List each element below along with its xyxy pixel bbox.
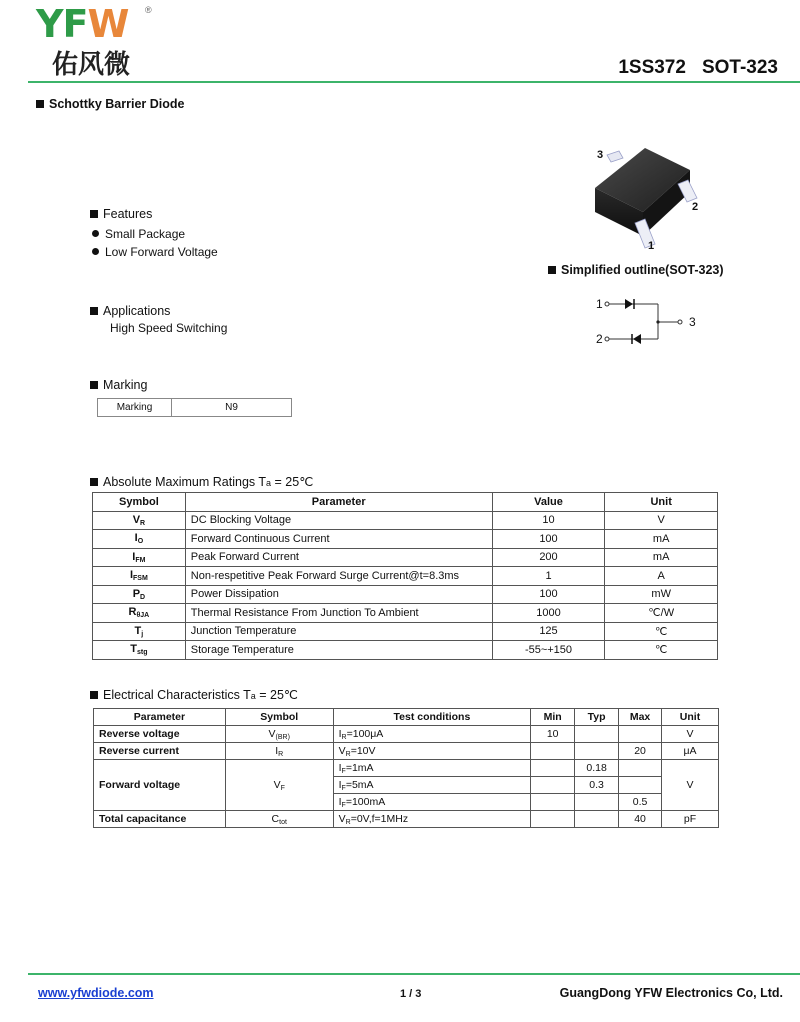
symbol-text: V — [268, 727, 276, 740]
symbol-cell — [93, 585, 186, 604]
column-header: Test conditions — [333, 709, 531, 726]
unit-cell: V — [662, 760, 719, 811]
column-header: Value — [492, 493, 605, 512]
parameter-cell: Storage Temperature — [185, 641, 492, 660]
diode-1-icon — [625, 299, 633, 309]
min-cell — [531, 743, 575, 760]
table-header-row — [93, 493, 718, 512]
symbol-subscript: θJA — [136, 612, 150, 620]
parameter-cell: DC Blocking Voltage — [185, 511, 492, 530]
table-row — [93, 622, 718, 641]
max-cell — [619, 760, 662, 777]
symbol-text: I — [132, 550, 136, 563]
abs-max-table — [92, 492, 718, 660]
parameter-cell: Total capacitance — [94, 811, 226, 828]
condition-rest: =100mA — [345, 795, 386, 808]
schematic-pin-1: 1 — [596, 297, 603, 311]
unit-cell: V — [662, 726, 719, 743]
header-rule — [28, 81, 800, 83]
max-cell: 0.5 — [619, 794, 662, 811]
symbol-cell — [93, 567, 186, 586]
unit-cell: μA — [662, 743, 719, 760]
symbol-cell — [225, 726, 333, 743]
doc-title — [36, 97, 184, 111]
unit-cell: ℃ — [605, 641, 718, 660]
symbol-cell — [93, 548, 186, 567]
symbol-subscript: (BR) — [275, 733, 290, 741]
table-row — [94, 760, 719, 777]
schematic-pin-3: 3 — [689, 315, 696, 329]
value-cell: 1 — [492, 567, 605, 586]
square-bullet-icon — [548, 266, 556, 274]
symbol-cell — [225, 743, 333, 760]
part-number: 1SS372 — [618, 57, 686, 78]
symbol-text: I — [129, 569, 134, 582]
abs-max-heading-cond: = 25℃ — [271, 475, 314, 489]
condition-cell — [333, 811, 531, 828]
parameter-cell: Forward voltage — [94, 760, 226, 811]
condition-rest: =10V — [350, 744, 376, 757]
condition-text: V — [338, 744, 346, 757]
abs-max-heading — [90, 474, 313, 489]
table-row — [93, 585, 718, 604]
page-number: 1 / 3 — [400, 988, 422, 1000]
parameter-cell: Reverse current — [94, 743, 226, 760]
typ-cell — [575, 743, 619, 760]
round-bullet-icon — [92, 230, 99, 237]
value-cell: -55~+150 — [492, 641, 605, 660]
marking-label: Marking — [98, 399, 172, 417]
logo — [36, 4, 128, 44]
condition-cell — [333, 777, 531, 794]
square-bullet-icon — [90, 381, 98, 389]
column-header: Min — [531, 709, 575, 726]
circuit-schematic — [596, 294, 686, 349]
symbol-cell — [93, 622, 186, 641]
symbol-cell — [225, 760, 333, 811]
unit-cell: mA — [605, 530, 718, 549]
symbol-cell — [93, 604, 186, 623]
package-name: SOT-323 — [701, 57, 778, 78]
condition-cell — [333, 743, 531, 760]
column-header: Symbol — [93, 493, 186, 512]
value-cell: 200 — [492, 548, 605, 567]
column-header: Unit — [662, 709, 719, 726]
package-caption — [548, 263, 724, 277]
unit-cell: ℃/W — [605, 604, 718, 623]
marking-table — [97, 398, 292, 417]
table-row — [93, 567, 718, 586]
typ-cell — [575, 794, 619, 811]
company-name: GuangDong YFW Electronics Co, Ltd. — [559, 986, 783, 1000]
min-cell — [531, 777, 575, 794]
footer-rule — [28, 973, 800, 975]
condition-subscript: R — [341, 733, 347, 741]
unit-cell: pF — [662, 811, 719, 828]
condition-rest: =0V,f=1MHz — [350, 812, 409, 825]
column-header: Typ — [575, 709, 619, 726]
condition-subscript: R — [345, 750, 351, 758]
table-row — [93, 548, 718, 567]
pin-3-label: 3 — [597, 149, 604, 161]
condition-rest: =1mA — [345, 761, 374, 774]
typ-cell: 0.18 — [575, 760, 619, 777]
condition-cell — [333, 794, 531, 811]
unit-cell: A — [605, 567, 718, 586]
square-bullet-icon — [90, 307, 98, 315]
table-row — [93, 604, 718, 623]
parameter-cell: Forward Continuous Current — [185, 530, 492, 549]
square-bullet-icon — [90, 210, 98, 218]
schematic-pin-2: 2 — [596, 332, 603, 346]
condition-text: I — [338, 727, 342, 740]
elec-heading-sub: a — [250, 691, 256, 701]
applications-heading-text: Applications — [103, 304, 171, 318]
doc-title-text: Schottky Barrier Diode — [49, 97, 185, 111]
min-cell — [531, 760, 575, 777]
symbol-text: V — [132, 513, 141, 526]
max-cell — [619, 726, 662, 743]
unit-cell: mA — [605, 548, 718, 567]
condition-text: I — [338, 795, 342, 808]
parameter-cell: Junction Temperature — [185, 622, 492, 641]
square-bullet-icon — [90, 478, 98, 486]
value-cell: 1000 — [492, 604, 605, 623]
column-header: Unit — [605, 493, 718, 512]
symbol-text: C — [271, 812, 280, 825]
condition-text: V — [338, 812, 346, 825]
symbol-subscript: R — [278, 750, 284, 758]
column-header: Parameter — [185, 493, 492, 512]
elec-heading-text: Electrical Characteristics T — [103, 688, 251, 702]
unit-cell: mW — [605, 585, 718, 604]
condition-rest: =5mA — [345, 778, 374, 791]
column-header: Parameter — [94, 709, 226, 726]
value-cell: 100 — [492, 585, 605, 604]
symbol-subscript: R — [140, 519, 146, 527]
symbol-subscript: F — [280, 784, 285, 792]
symbol-subscript: FM — [135, 556, 146, 564]
condition-subscript: F — [341, 801, 346, 809]
round-bullet-icon — [92, 248, 99, 255]
marking-heading — [90, 378, 147, 392]
applications-heading — [90, 304, 170, 318]
max-cell — [619, 777, 662, 794]
package-illustration — [585, 140, 715, 255]
application-item: High Speed Switching — [110, 321, 228, 335]
table-row — [94, 743, 719, 760]
table-header-row — [94, 709, 719, 726]
condition-cell — [333, 726, 531, 743]
package-caption-text: Simplified outline(SOT-323) — [561, 263, 724, 277]
square-bullet-icon — [90, 691, 98, 699]
logo-text: YFW — [36, 2, 129, 46]
min-cell — [531, 811, 575, 828]
parameter-cell: Thermal Resistance From Junction To Ambient — [185, 604, 492, 623]
diode-2-icon — [633, 334, 641, 344]
symbol-text: V — [273, 778, 281, 791]
condition-subscript: F — [341, 767, 346, 775]
symbol-text: P — [132, 587, 141, 600]
symbol-text: I — [275, 744, 279, 757]
feature-item — [92, 227, 185, 241]
features-heading-text: Features — [103, 207, 153, 221]
symbol-cell — [225, 811, 333, 828]
max-cell: 20 — [619, 743, 662, 760]
table-row — [93, 530, 718, 549]
logo-chinese: 佑风微 — [52, 50, 131, 80]
electrical-table — [93, 708, 719, 828]
symbol-subscript: j — [141, 630, 144, 638]
parameter-cell: Non-respetitive Peak Forward Surge Current@t=8.3ms — [185, 567, 492, 586]
unit-cell: ℃ — [605, 622, 718, 641]
symbol-text: I — [134, 532, 138, 545]
registered-mark: ® — [145, 5, 152, 15]
symbol-subscript: tot — [279, 818, 287, 826]
features-heading — [90, 207, 152, 221]
website-link[interactable]: www.yfwdiode.com — [38, 986, 154, 1000]
square-bullet-icon — [36, 100, 44, 108]
abs-max-heading-text: Absolute Maximum Ratings T — [103, 475, 267, 489]
symbol-text: T — [134, 624, 142, 637]
feature-item-text: Small Package — [105, 227, 186, 241]
table-row — [93, 641, 718, 660]
symbol-text: R — [128, 606, 137, 619]
marking-value: N9 — [172, 399, 292, 417]
symbol-subscript: FSM — [133, 575, 148, 583]
pin-2-label: 2 — [692, 201, 699, 213]
min-cell — [531, 794, 575, 811]
table-row — [94, 811, 719, 828]
value-cell: 100 — [492, 530, 605, 549]
value-cell: 125 — [492, 622, 605, 641]
min-cell: 10 — [531, 726, 575, 743]
max-cell: 40 — [619, 811, 662, 828]
elec-heading — [90, 687, 298, 702]
symbol-cell — [93, 641, 186, 660]
table-row — [93, 511, 718, 530]
condition-text: I — [338, 761, 342, 774]
pin-1-label: 1 — [648, 240, 655, 252]
symbol-text: T — [130, 643, 137, 656]
condition-text: I — [338, 778, 342, 791]
column-header: Max — [619, 709, 662, 726]
abs-max-heading-sub: a — [266, 478, 272, 488]
condition-subscript: F — [341, 784, 346, 792]
pin-3-lead — [607, 151, 623, 162]
symbol-subscript: stg — [137, 649, 148, 657]
feature-item-text: Low Forward Voltage — [105, 245, 218, 259]
typ-cell — [575, 726, 619, 743]
unit-cell: V — [605, 511, 718, 530]
value-cell: 10 — [492, 511, 605, 530]
condition-subscript: R — [345, 818, 351, 826]
condition-rest: =100μA — [346, 727, 384, 740]
marking-heading-text: Marking — [103, 378, 148, 392]
typ-cell: 0.3 — [575, 777, 619, 794]
column-header: Symbol — [225, 709, 333, 726]
symbol-subscript: O — [137, 538, 144, 546]
parameter-cell: Peak Forward Current — [185, 548, 492, 567]
parameter-cell: Power Dissipation — [185, 585, 492, 604]
typ-cell — [575, 811, 619, 828]
symbol-subscript: D — [140, 593, 146, 601]
elec-heading-cond: = 25℃ — [255, 688, 298, 702]
table-row — [94, 726, 719, 743]
condition-cell — [333, 760, 531, 777]
parameter-cell: Reverse voltage — [94, 726, 226, 743]
part-title — [618, 57, 778, 79]
symbol-cell — [93, 530, 186, 549]
feature-item — [92, 245, 218, 259]
symbol-cell — [93, 511, 186, 530]
